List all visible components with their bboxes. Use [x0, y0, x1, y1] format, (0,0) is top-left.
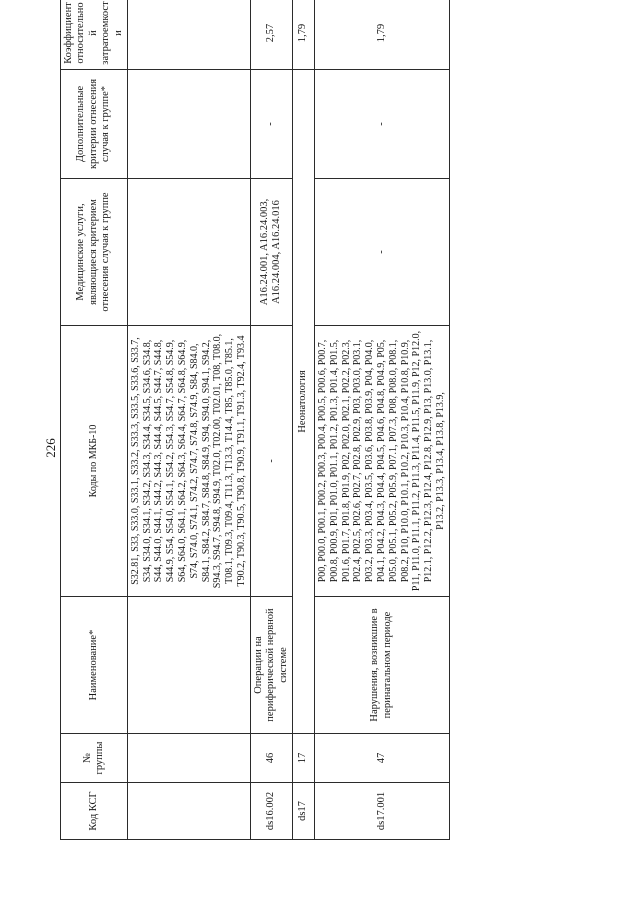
cell-coef: 1,79	[314, 0, 449, 70]
header-mkb: Коды по МКБ-10	[61, 326, 128, 597]
cell-name: Операции на периферической нервной системе	[250, 597, 292, 734]
cell-criteria: -	[314, 70, 449, 179]
header-services: Медицинские услуги, являющиеся критерием отнесения случая к группе	[61, 179, 128, 326]
cell-coef	[127, 0, 250, 70]
page-number: 226	[43, 438, 58, 458]
cell-services: -	[314, 179, 449, 326]
table-row	[250, 0, 292, 840]
section-coef: 1,79	[292, 0, 314, 70]
table-row	[127, 0, 250, 840]
table-header-row	[61, 0, 128, 840]
header-num: № группы	[61, 734, 128, 783]
cell-coef: 2,57	[250, 0, 292, 70]
header-code: Код КСГ	[61, 783, 128, 840]
cell-mkb: S32.81, S33, S33.0, S33.1, S33.2, S33.3, S33.5, S33.6, S33.7, S34, S34.0, S34.1, S34.2, S34.3, S34.4, S34.5, S34.6, S34.8, S44, S44.0, S44.1, S44.2, S44.3, S44.4, S44.5, S44.7, S44.8, S44.9, S54, S54.0, S54.1, S54.2, S54.3, S54.7, S54.8, S54.9, S64, S64.0, S64.1, S64.2, S64.3, S64.4, S64.7, S64.8, S64.9, S74, S74.0, S74.1, S74.2, S74.7, S74.8, S74.9, S84, S84.0, S84.1, S84.2, S84.7, S84.8, S84.9, S94, S94.0, S94.1, S94.2, S94.3, S94.7, S94.8, S94.9, T02.0, T02.00, T02.01, T08, T08.0, T08.1, T09.3, T09.4, T11.3, T13.3, T14.4, T85, T85.0, T85.1, T90.2, T90.3, T90.5, T90.8, T90.9, T91.1, T91.3, T92.4, T93.4	[127, 326, 250, 597]
cell-num: 47	[314, 734, 449, 783]
cell-services	[127, 179, 250, 326]
cell-criteria	[127, 70, 250, 179]
cell-mkb: P00, P00.0, P00.1, P00.2, P00.3, P00.4, P00.5, P00.6, P00.7, P00.8, P00.9, P01, P01.0, P01.1, P01.2, P01.3, P01.4, P01.5, P01.6, P01.7, P01.8, P01.9, P02, P02.0, P02.1, P02.2, P02.3, P02.4, P02.5, P02.6, P02.7, P02.8, P02.9, P03, P03.0, P03.1, P03.2, P03.3, P03.4, P03.5, P03.6, P03.8, P03.9, P04, P04.0, P04.1, P04.2, P04.3, P04.4, P04.5, P04.6, P04.8, P04.9, P05, P05.0, P05.1, P05.2, P05.9, P07.1, P07.3, P08, P08.0, P08.1, P08.2, P10, P10.0, P10.1, P10.2, P10.3, P10.4, P10.8, P10.9, P11, P11.0, P11.1, P11.2, P11.3, P11.4, P11.5, P11.9, P12, P12.0, P12.1, P12.2, P12.3, P12.4, P12.8, P12.9, P13, P13.0, P13.1, P13.2, P13.3, P13.4, P13.8, P13.9,	[314, 326, 449, 597]
cell-name: Нарушения, возникшие в перинатальном периоде	[314, 597, 449, 734]
cell-name	[127, 597, 250, 734]
section-title: Неонатология	[292, 70, 314, 734]
ksg-table	[60, 0, 450, 840]
header-criteria: Дополнительные критерии отнесения случая к группе*	[61, 70, 128, 179]
header-name: Наименование*	[61, 597, 128, 734]
rotated-table-container	[60, 1, 620, 840]
cell-code: ds17.001	[314, 783, 449, 840]
header-coef: Коэффициент относительной затратоемкости	[61, 0, 128, 70]
cell-code: ds16.002	[250, 783, 292, 840]
cell-code	[127, 783, 250, 840]
cell-num	[127, 734, 250, 783]
section-row	[292, 0, 314, 840]
cell-num: 46	[250, 734, 292, 783]
cell-criteria: -	[250, 70, 292, 179]
section-code: ds17	[292, 783, 314, 840]
table-row	[314, 0, 449, 840]
section-num: 17	[292, 734, 314, 783]
cell-mkb: -	[250, 326, 292, 597]
cell-services: A16.24.001, A16.24.003, A16.24.004, A16.24.016	[250, 179, 292, 326]
